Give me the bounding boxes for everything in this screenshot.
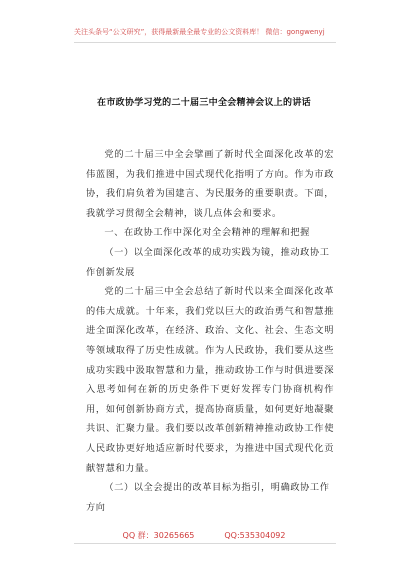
header-notice: 关注头条号“公文研究”，获得最新最全最专业的公文资料库！ 微信：gongwenyj	[74, 28, 325, 36]
document-body	[86, 145, 334, 517]
header-divider	[74, 42, 336, 43]
paragraph-intro: 党的二十届三中全会擘画了新时代全面深化改革的宏伟蓝图，为我们推进中国式现代化指明了方向。作为市政协，我们肩负着为国建言、为民服务的重要职责。下面，我就学习贯彻全会精神，谈几点体会和要求。	[86, 149, 334, 219]
footer-divider	[74, 543, 336, 544]
footer-qq: QQ:535304092	[224, 531, 286, 540]
paragraph-body-1: 党的二十届三中全会总结了新时代以来全面深化改革的伟大成就。十年来，我们党以巨大的政治勇气和智慧推进全面深化改革，在经济、政治、文化、社会、生态文明等领域取得了历史性成就。作为人民政协，我们要从这些成功实践中汲取智慧和力量，推动政协工作与时俱进要深入思考如何在新的历史条件下更好发挥专门协商机构作用，如何创新协商方式，提高协商质量，如何更好地凝聚共识、汇聚力量。我们要以改革创新精神推动政协工作使人民政协更好地适应新时代要求，为推进中国式现代化贡献智慧和力量。	[86, 286, 334, 474]
document-title: 在市政协学习党的二十届三中全会精神会议上的讲话	[97, 98, 311, 108]
footer-qq-group: QQ 群：30265665	[122, 531, 195, 540]
subsection-heading-1: （一）以全面深化改革的成功实践为镜，推动政协工作创新发展	[86, 246, 330, 278]
subsection-heading-2: （二）以全会提出的改革目标为指引，明确政协工作方向	[86, 482, 330, 513]
footer-contact	[0, 531, 408, 541]
section-heading-1: 一、在政协工作中深化对全会精神的理解和把握	[104, 227, 310, 239]
